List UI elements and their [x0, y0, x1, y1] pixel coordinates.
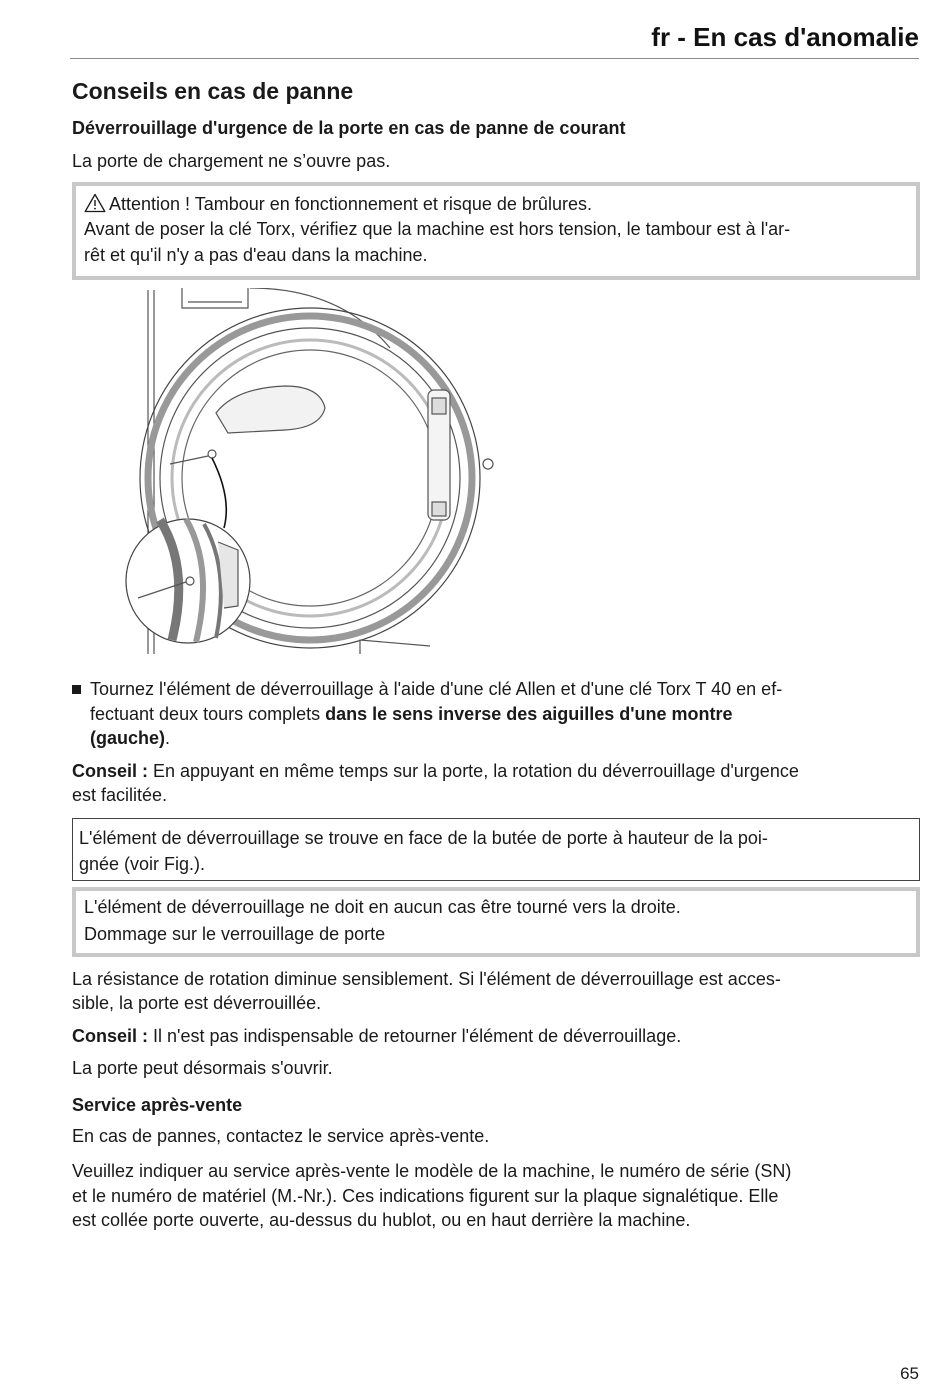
result-line-1: La résistance de rotation diminue sensiblement. Si l'élément de déverrouillage est acces- [72, 968, 781, 989]
service-contact-text: En cas de pannes, contactez le service après-vente. [72, 1125, 490, 1146]
section-title: Conseils en cas de panne [72, 78, 354, 104]
warning-text-line-2: rêt et qu'il n'y a pas d'eau dans la machine. [84, 244, 428, 265]
page-content [72, 78, 920, 1233]
page-header [70, 18, 919, 59]
unlock-heading: Déverrouillage d'urgence de la porte en cas de panne de courant [72, 118, 626, 138]
service-line-1: Veuillez indiquer au service après-vente le modèle de la machine, le numéro de série (SN) [72, 1161, 792, 1181]
tip-text-1b: est facilitée. [72, 785, 168, 805]
tip-text-2: Il n'est pas indispensable de retourner l'élément de déverrouillage. [148, 1025, 682, 1046]
unlock-intro: La porte de chargement ne s’ouvre pas. [72, 151, 391, 171]
instruction-end: . [165, 728, 171, 748]
tip-paragraph-1 [72, 759, 920, 808]
caution-line-2: Dommage sur le verrouillage de porte [84, 924, 386, 944]
service-heading: Service après-vente [72, 1094, 243, 1115]
service-line-3: est collée porte ouverte, au-dessus du hublot, ou en haut derrière la machine. [72, 1210, 691, 1230]
instruction-list-item [72, 677, 920, 751]
header-title: fr - En cas d'anomalie [651, 22, 919, 52]
service-line-2: et le numéro de matériel (M.-Nr.). Ces indications figurent sur la plaque signalétique. Elle [72, 1185, 779, 1206]
result-paragraph [72, 967, 920, 1016]
warning-box [72, 182, 920, 281]
caution-line-1: L'élément de déverrouillage ne doit en aucun cas être tourné vers la droite. [84, 896, 681, 917]
result-line-2: sible, la porte est déverrouillée. [72, 993, 322, 1013]
warning-triangle-icon [84, 193, 106, 213]
instruction-text-1: Tournez l'élément de déverrouillage à l'aide d'une clé Allen et d'une clé Torx T 40 en ef- [90, 679, 783, 699]
door-opens-text: La porte peut désormais s'ouvrir. [72, 1058, 333, 1078]
tip-label-1: Conseil : [72, 760, 149, 781]
bullet-square-icon [72, 685, 81, 694]
warning-text-line-1: Avant de poser la clé Torx, vérifiez que la machine est hors tension, le tambour est à l'ar- [84, 219, 791, 239]
caution-box [72, 887, 920, 957]
instruction-text-2: fectuant deux tours complets [90, 703, 326, 724]
tip-text-1a: En appuyant en même temps sur la porte, la rotation du déverrouillage d'urgence [148, 760, 799, 781]
instruction-bold-2: (gauche) [90, 728, 166, 748]
note-line-1: L'élément de déverrouillage se trouve en face de la butée de porte à hauteur de la poi- [79, 827, 768, 848]
note-line-2: gnée (voir Fig.). [79, 853, 206, 874]
note-box [72, 818, 920, 881]
warning-title: Attention ! Tambour en fonctionnement et risque de brûlures. [109, 193, 592, 214]
service-details-paragraph [72, 1159, 920, 1233]
instruction-bold-1: dans le sens inverse des aiguilles d'une montre [325, 703, 733, 724]
door-unlock-illustration [100, 288, 530, 656]
tip-label-2: Conseil : [72, 1025, 149, 1046]
page-number: 65 [900, 1364, 919, 1383]
tip-paragraph-2 [72, 1024, 920, 1049]
